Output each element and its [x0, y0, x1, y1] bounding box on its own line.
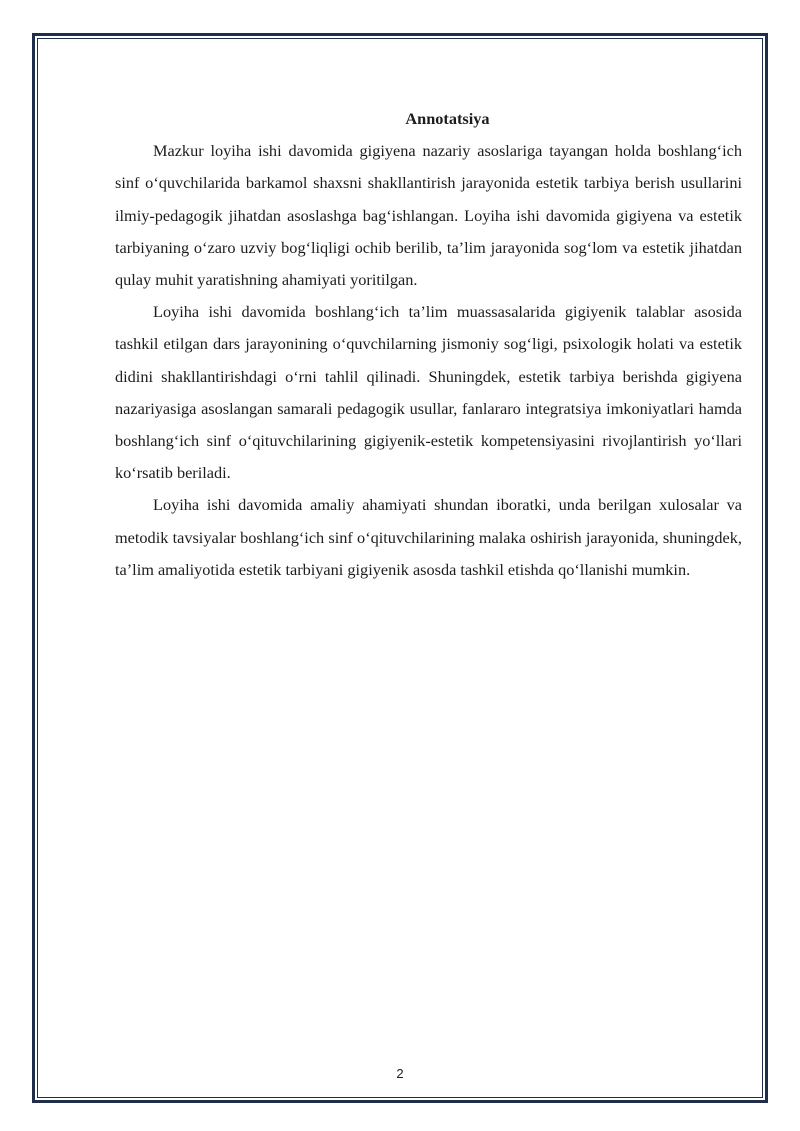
paragraph-1: Mazkur loyiha ishi davomida gigiyena nazariy asoslariga tayangan holda boshlang‘ich sinf o‘quvchilarida barkamol shaxsni shakllantirish jarayonida estetik tarbiya berish usullarini ilmiy-pedagogik jihatdan asoslashga bag‘ishlangan. Loyiha ishi davomida gigiyena va estetik tarbiyaning o‘zaro uzviy bog‘liqligi ochib berilib, ta’lim jarayonida sog‘lom va estetik jihatdan qulay muhit yaratishning ahamiyati yoritilgan. — [115, 141, 742, 290]
paragraph-3: Loyiha ishi davomida amaliy ahamiyati shundan iboratki, unda berilgan xulosalar va metodik tavsiyalar boshlang‘ich sinf o‘qituvchilarining malaka oshirish jarayonida, shuningdek, ta’lim amaliyotida estetik tarbiyani gigiyenik asosda tashkil etishda qo‘llanishi mumkin. — [115, 495, 742, 579]
document-body — [115, 103, 742, 586]
document-title: Annotatsiya — [405, 109, 490, 128]
paragraph-2: Loyiha ishi davomida boshlang‘ich ta’lim muassasalarida gigiyenik talablar asosida tashkil etilgan dars jarayonining o‘quvchilarning jismoniy sog‘ligi, psixologik holati va estetik didini shakllantirishdagi o‘rni tahlil qilinadi. Shuningdek, estetik tarbiya berishda gigiyena nazariyasiga asoslangan samarali pedagogik usullar, fanlararo integratsiya imkoniyatlari hamda boshlang‘ich sinf o‘qituvchilarining gigiyenik-estetik kompetensiyasini rivojlantirish yo‘llari ko‘rsatib beriladi. — [115, 302, 742, 483]
page-number: 2 — [396, 1066, 404, 1081]
